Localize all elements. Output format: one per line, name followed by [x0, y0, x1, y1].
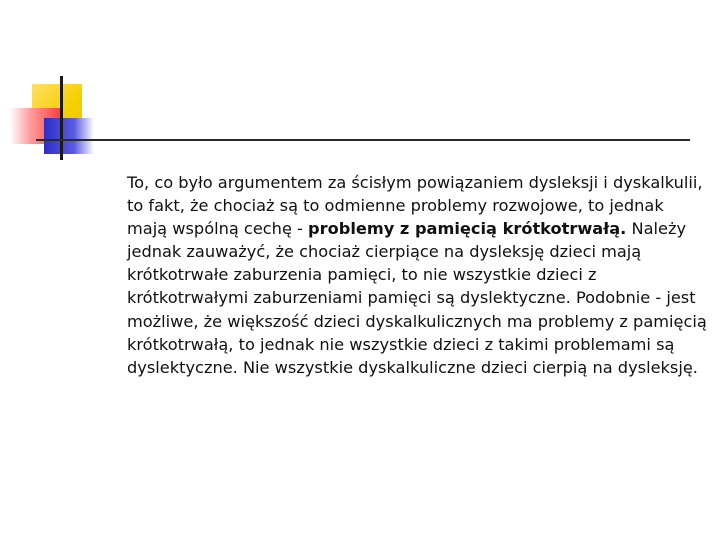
- body-text-part-1: To, co było argumentem za ścisłym powiązaniem dysleksji i dyskalkulii, to fakt, że chociaż są to odmienne problemy rozwojowe, to jednak mają wspólną cechę -: [127, 173, 703, 239]
- body-text-bold: problemy z pamięcią krótkotrwałą.: [308, 219, 627, 239]
- decor-blue-square: [44, 118, 94, 154]
- body-text-part-2: Należy jednak zauważyć, że chociaż cierpiące na dysleksję dzieci mają krótkotrwałe zaburzenia pamięci, to nie wszystkie dzieci z krótkotrwałymi zaburzeniami pamięci są dyslektyczne. Podobnie - jest możliwe, że większość dzieci dyskalkulicznych ma problemy z pamięcią krótkotrwałą, to jednak nie wszystkie dzieci z takimi problemami są dyslektyczne. Nie wszystkie dyskalkuliczne dzieci cierpią na dysleksję.: [127, 219, 707, 377]
- decor-vertical-line: [60, 76, 63, 160]
- slide-body-text: [127, 171, 707, 379]
- title-divider-line: [36, 139, 690, 141]
